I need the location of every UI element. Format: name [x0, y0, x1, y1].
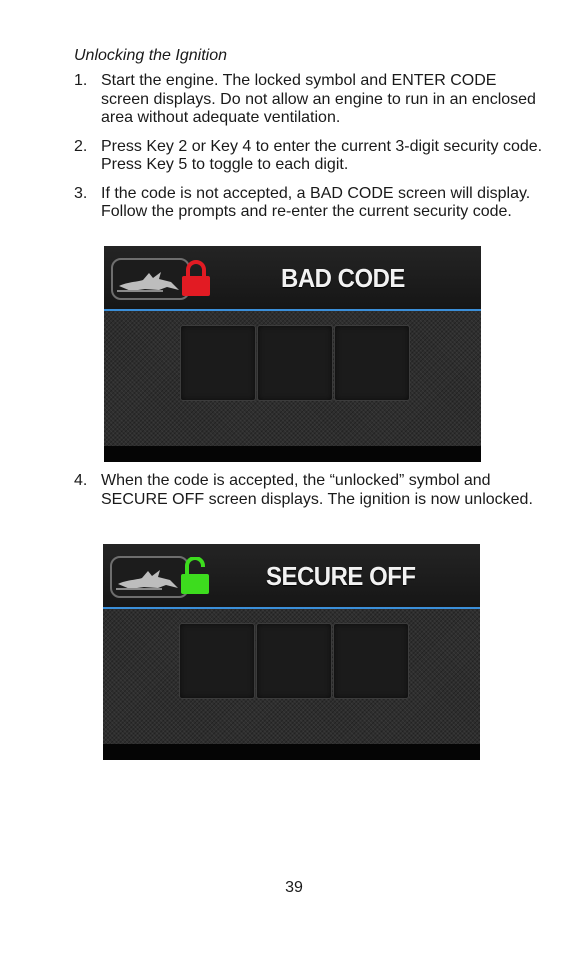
- code-digit-box: [256, 623, 332, 699]
- step-text: When the code is accepted, the “unlocked” symbol and SECURE OFF screen displays. The ignition is now unlocked.: [101, 472, 533, 508]
- step-number: 1.: [74, 72, 88, 89]
- step-number: 2.: [74, 137, 88, 155]
- steps-list-1: [74, 72, 544, 232]
- step-number: 3.: [74, 184, 88, 202]
- unlocked-padlock-icon: [180, 557, 210, 595]
- steps-list-2: [74, 472, 544, 519]
- locked-padlock-icon: [181, 259, 211, 297]
- screen-header: [103, 544, 480, 609]
- code-entry-area: [103, 609, 480, 744]
- list-item: [74, 138, 544, 175]
- screen-title: SECURE OFF: [266, 561, 416, 591]
- code-digit-box: [257, 325, 333, 401]
- sea-creature-logo-icon: [111, 258, 190, 300]
- list-item: [74, 185, 544, 222]
- secure-off-screen: [103, 544, 480, 760]
- list-item: [74, 72, 544, 128]
- code-digit-box: [333, 623, 409, 699]
- section-title: Unlocking the Ignition: [74, 47, 227, 64]
- code-digit-box: [334, 325, 410, 401]
- page-number: 39: [285, 879, 303, 896]
- bad-code-screen: [104, 246, 481, 462]
- sea-creature-logo-icon: [110, 556, 189, 598]
- list-item: [74, 472, 544, 509]
- screen-footer: [103, 744, 480, 760]
- code-digit-box: [179, 623, 255, 699]
- step-text: Press Key 2 or Key 4 to enter the current 3-digit security code. Press Key 5 to toggle to each digit.: [101, 137, 543, 173]
- screen-header: [104, 246, 481, 311]
- code-entry-area: [104, 311, 481, 446]
- step-text: If the code is not accepted, a BAD CODE screen will display. Follow the prompts and re-enter the current security code.: [101, 184, 531, 220]
- code-digit-box: [180, 325, 256, 401]
- screen-footer: [104, 446, 481, 462]
- step-number: 4.: [74, 472, 88, 489]
- screen-title: BAD CODE: [281, 263, 405, 293]
- step-text: Start the engine. The locked symbol and ENTER CODE screen displays. Do not allow an engine to run in an enclosed area without adequate ventilation.: [101, 72, 536, 126]
